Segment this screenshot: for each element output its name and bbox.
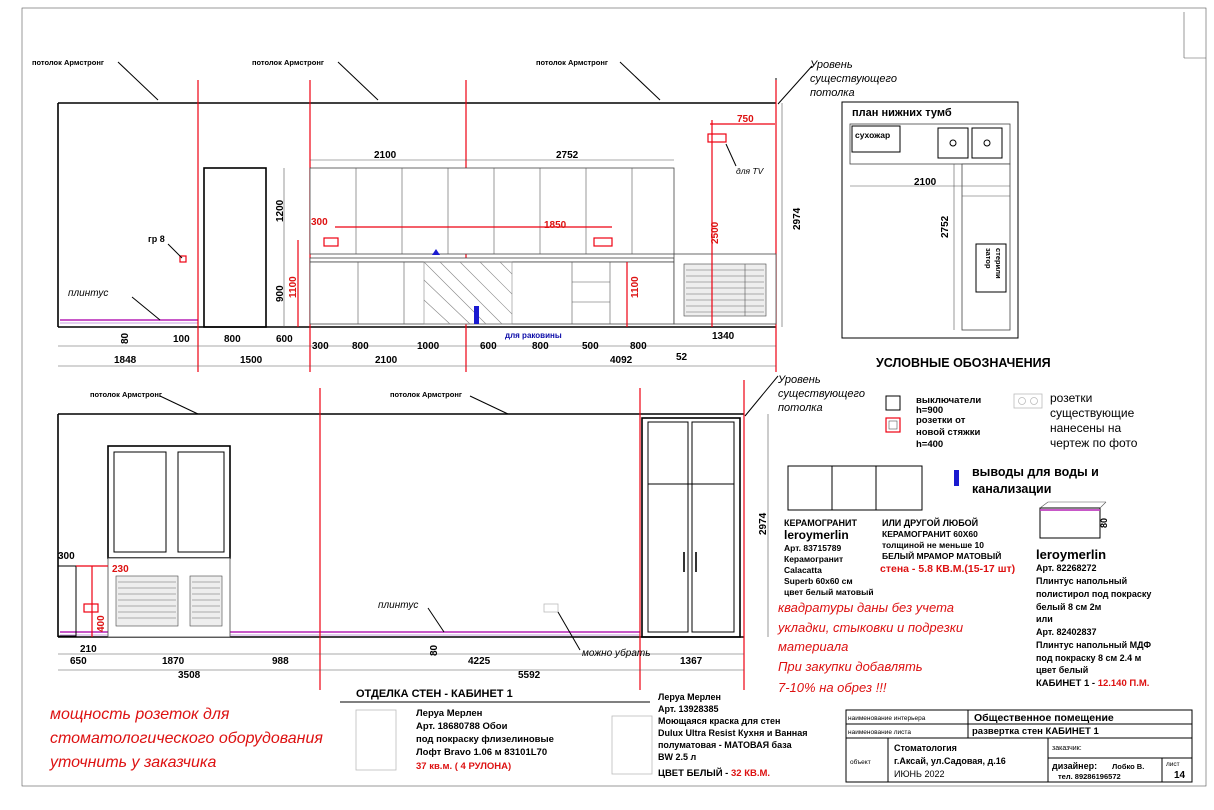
svg-text:7-10% на обрез !!!: 7-10% на обрез !!! xyxy=(778,680,887,695)
svg-text:выводы для воды и: выводы для воды и xyxy=(972,465,1099,479)
svg-text:400: 400 xyxy=(96,615,107,632)
svg-text:цвет белый матовый: цвет белый матовый xyxy=(784,587,874,597)
svg-text:полистирол под покраску: полистирол под покраску xyxy=(1036,589,1152,599)
svg-text:230: 230 xyxy=(112,564,129,575)
svg-text:1100: 1100 xyxy=(288,276,299,298)
window xyxy=(108,446,230,558)
svg-text:ЦВЕТ БЕЛЫЙ - 32 КВ.М.: ЦВЕТ БЕЛЫЙ - 32 КВ.М. xyxy=(658,768,771,779)
svg-text:Общественное помещение: Общественное помещение xyxy=(974,712,1114,724)
lower-cabinets xyxy=(310,254,776,324)
svg-text:800: 800 xyxy=(352,341,369,352)
svg-text:1200: 1200 xyxy=(275,199,286,222)
water-outlet-symbol xyxy=(954,470,959,486)
socket-group-label: гр 8 xyxy=(148,234,165,244)
title-block xyxy=(846,710,1192,782)
svg-text:BW 2.5 л: BW 2.5 л xyxy=(658,752,697,762)
svg-text:100: 100 xyxy=(173,334,190,345)
existing-ceiling-line-3: потолка xyxy=(810,87,855,99)
svg-text:полуматовая - МАТОВАЯ база: полуматовая - МАТОВАЯ база xyxy=(658,740,792,750)
plinth-label-bottom: плинтус xyxy=(378,600,419,611)
svg-text:600: 600 xyxy=(480,341,497,352)
svg-text:Арт. 82268272: Арт. 82268272 xyxy=(1036,563,1097,573)
svg-text:800: 800 xyxy=(224,334,241,345)
switch-symbol xyxy=(886,396,900,410)
svg-text:1870: 1870 xyxy=(162,656,185,667)
ceiling-label-2: потолок Армстронг xyxy=(252,58,324,67)
svg-text:под покраску 8 см 2.4 м: под покраску 8 см 2.4 м xyxy=(1036,653,1142,663)
svg-text:210: 210 xyxy=(80,644,97,655)
svg-text:материала: материала xyxy=(778,639,849,654)
bottom-wall-elevation xyxy=(58,376,778,690)
svg-text:наименование листа: наименование листа xyxy=(848,729,911,736)
svg-text:2100: 2100 xyxy=(914,177,937,188)
svg-text:новой стяжки: новой стяжки xyxy=(916,427,981,438)
socket-symbol xyxy=(886,418,900,432)
svg-text:Керамогранит: Керамогранит xyxy=(784,554,844,564)
svg-text:Леруа Мерлен: Леруа Мерлен xyxy=(416,708,483,719)
svg-text:наименование интерьера: наименование интерьера xyxy=(848,715,926,722)
svg-text:1850: 1850 xyxy=(544,220,567,231)
svg-text:стерили: стерили xyxy=(994,248,1003,279)
tv-label: для TV xyxy=(736,166,764,176)
svg-text:Уровень: Уровень xyxy=(778,374,821,386)
svg-text:затор: затор xyxy=(984,248,993,269)
svg-text:1848: 1848 xyxy=(114,355,137,366)
svg-text:3508: 3508 xyxy=(178,670,201,681)
svg-text:1000: 1000 xyxy=(417,341,440,352)
svg-text:Леруа Мерлен: Леруа Мерлен xyxy=(658,692,721,702)
plinth-label-top: плинтус xyxy=(68,288,109,299)
svg-text:800: 800 xyxy=(532,341,549,352)
svg-text:белый 8 см 2м: белый 8 см 2м xyxy=(1036,602,1102,612)
svg-text:потолка: потолка xyxy=(778,402,823,414)
svg-text:650: 650 xyxy=(70,656,87,667)
svg-text:leroymerlin: leroymerlin xyxy=(1036,547,1107,562)
tile-spec xyxy=(777,466,1015,695)
svg-text:укладки, стыковки и подрезки: укладки, стыковки и подрезки xyxy=(778,620,964,635)
ceiling-label-1: потолок Армстронг xyxy=(32,58,104,67)
svg-text:существующие: существующие xyxy=(1050,406,1135,420)
svg-text:14: 14 xyxy=(1174,770,1186,781)
svg-text:или: или xyxy=(1036,614,1053,624)
svg-text:стена - 5.8 КВ.М.(15-17 шт): стена - 5.8 КВ.М.(15-17 шт) xyxy=(880,563,1016,575)
svg-text:80: 80 xyxy=(1099,517,1109,528)
svg-text:г.Аксай, ул.Садовая, д.16: г.Аксай, ул.Садовая, д.16 xyxy=(894,756,1006,766)
glass-door xyxy=(642,418,740,637)
svg-text:КАБИНЕТ 1 - 12.140 П.М.: КАБИНЕТ 1 - 12.140 П.М. xyxy=(1036,678,1150,689)
finish-block xyxy=(340,688,808,779)
svg-text:leroymerlin: leroymerlin xyxy=(784,528,849,542)
svg-text:h=900: h=900 xyxy=(916,405,944,416)
svg-text:Плинтус напольный: Плинтус напольный xyxy=(1036,576,1128,586)
svg-text:80: 80 xyxy=(120,332,131,344)
svg-text:1367: 1367 xyxy=(680,656,703,667)
svg-text:ИЮНЬ 2022: ИЮНЬ 2022 xyxy=(894,769,945,779)
svg-text:300: 300 xyxy=(58,551,75,562)
svg-text:КЕРАМОГРАНИТ 60Х60: КЕРАМОГРАНИТ 60Х60 xyxy=(882,529,978,539)
svg-text:37 кв.м. ( 4 РУЛОНА): 37 кв.м. ( 4 РУЛОНА) xyxy=(416,761,512,772)
svg-text:уточнить у заказчика: уточнить у заказчика xyxy=(50,754,217,771)
svg-text:ИЛИ ДРУГОЙ ЛЮБОЙ: ИЛИ ДРУГОЙ ЛЮБОЙ xyxy=(882,518,979,528)
svg-text:2100: 2100 xyxy=(374,150,397,161)
socket-power-note xyxy=(49,706,323,771)
svg-text:2752: 2752 xyxy=(556,150,579,161)
svg-text:Лобко В.: Лобко В. xyxy=(1112,762,1145,771)
svg-text:80: 80 xyxy=(429,644,440,656)
svg-text:Арт. 82402837: Арт. 82402837 xyxy=(1036,627,1097,637)
svg-text:2100: 2100 xyxy=(375,355,398,366)
svg-text:600: 600 xyxy=(276,334,293,345)
ceiling-label-3: потолок Армстронг xyxy=(536,58,608,67)
svg-text:Плинтус напольный МДФ: Плинтус напольный МДФ xyxy=(1036,640,1152,650)
svg-text:Арт. 18680788 Обои: Арт. 18680788 Обои xyxy=(416,721,508,732)
svg-text:толщиной не меньше 10: толщиной не меньше 10 xyxy=(882,540,984,550)
svg-text:Моющаяся краска для стен: Моющаяся краска для стен xyxy=(658,716,781,726)
svg-text:КЕРАМОГРАНИТ: КЕРАМОГРАНИТ xyxy=(784,518,857,528)
removable-label: можно убрать xyxy=(582,648,651,659)
svg-text:2974: 2974 xyxy=(792,207,803,230)
svg-text:выключатели: выключатели xyxy=(916,395,982,406)
svg-text:потолок Армстронг: потолок Армстронг xyxy=(390,390,462,399)
svg-text:Лофт Bravo 1.06 м 83101L70: Лофт Bravo 1.06 м 83101L70 xyxy=(416,747,548,758)
svg-text:2500: 2500 xyxy=(710,221,721,244)
upper-cabinets xyxy=(310,168,674,254)
svg-text:под покраску флизелиновые: под покраску флизелиновые xyxy=(416,734,554,745)
svg-text:розетки: розетки xyxy=(1050,391,1093,405)
existing-ceiling-line-2: существующего xyxy=(810,73,897,85)
svg-text:развертка стен КАБИНЕТ 1: развертка стен КАБИНЕТ 1 xyxy=(972,726,1099,737)
svg-text:988: 988 xyxy=(272,656,289,667)
dryer-label: сухожар xyxy=(855,130,891,140)
svg-text:мощность розеток для: мощность розеток для xyxy=(50,706,230,723)
svg-text:стоматологического оборудовани: стоматологического оборудования xyxy=(50,730,323,747)
svg-text:объект: объект xyxy=(850,759,871,766)
legend-title: УСЛОВНЫЕ ОБОЗНАЧЕНИЯ xyxy=(876,356,1051,370)
svg-text:4092: 4092 xyxy=(610,355,633,366)
svg-text:нанесены на: нанесены на xyxy=(1050,421,1122,435)
svg-text:1340: 1340 xyxy=(712,331,735,342)
existing-ceiling-line-1: Уровень xyxy=(810,59,853,71)
svg-text:чертеж по фото: чертеж по фото xyxy=(1050,436,1138,450)
plinth-spec xyxy=(1036,502,1151,689)
svg-text:БЕЛЫЙ МРАМОР МАТОВЫЙ: БЕЛЫЙ МРАМОР МАТОВЫЙ xyxy=(882,551,1002,561)
svg-text:потолок Армстронг: потолок Армстронг xyxy=(90,390,162,399)
svg-text:цвет белый: цвет белый xyxy=(1036,665,1089,675)
finish-title: ОТДЕЛКА СТЕН - КАБИНЕТ 1 xyxy=(356,688,513,700)
door-top xyxy=(204,168,266,327)
svg-text:канализации: канализации xyxy=(972,482,1052,496)
svg-text:5592: 5592 xyxy=(518,670,541,681)
legend xyxy=(876,356,1138,496)
svg-text:лист: лист xyxy=(1166,761,1180,768)
svg-text:дизайнер:: дизайнер: xyxy=(1052,761,1098,771)
svg-text:1100: 1100 xyxy=(630,276,641,298)
sink-label: для раковины xyxy=(505,331,562,340)
svg-text:52: 52 xyxy=(676,352,688,363)
svg-text:750: 750 xyxy=(737,114,754,125)
svg-text:2752: 2752 xyxy=(940,215,951,238)
svg-text:500: 500 xyxy=(582,341,599,352)
plan-title: план нижних тумб xyxy=(852,107,952,119)
svg-text:900: 900 xyxy=(275,285,286,302)
svg-text:Superb 60x60 см: Superb 60x60 см xyxy=(784,576,853,586)
svg-text:Calacatta: Calacatta xyxy=(784,565,822,575)
svg-text:квадратуры даны без учета: квадратуры даны без учета xyxy=(778,600,954,615)
svg-text:Стоматология: Стоматология xyxy=(894,743,957,753)
svg-text:существующего: существующего xyxy=(778,388,865,400)
svg-text:300: 300 xyxy=(312,341,329,352)
top-wall-elevation xyxy=(58,62,812,372)
svg-text:2974: 2974 xyxy=(758,512,769,535)
svg-text:Арт. 83715789: Арт. 83715789 xyxy=(784,543,842,553)
svg-text:тел. 89286196572: тел. 89286196572 xyxy=(1058,772,1121,781)
svg-text:Арт. 13928385: Арт. 13928385 xyxy=(658,704,719,714)
svg-text:розетки от: розетки от xyxy=(916,415,966,426)
svg-text:800: 800 xyxy=(630,341,647,352)
svg-text:4225: 4225 xyxy=(468,656,491,667)
svg-text:300: 300 xyxy=(311,217,328,228)
svg-text:При закупки добавлять: При закупки добавлять xyxy=(778,659,923,674)
svg-text:заказчик:: заказчик: xyxy=(1052,745,1082,752)
svg-text:h=400: h=400 xyxy=(916,439,944,450)
svg-text:Dulux Ultra Resist Кухня и Ван: Dulux Ultra Resist Кухня и Ванная xyxy=(658,728,808,738)
svg-text:1500: 1500 xyxy=(240,355,263,366)
